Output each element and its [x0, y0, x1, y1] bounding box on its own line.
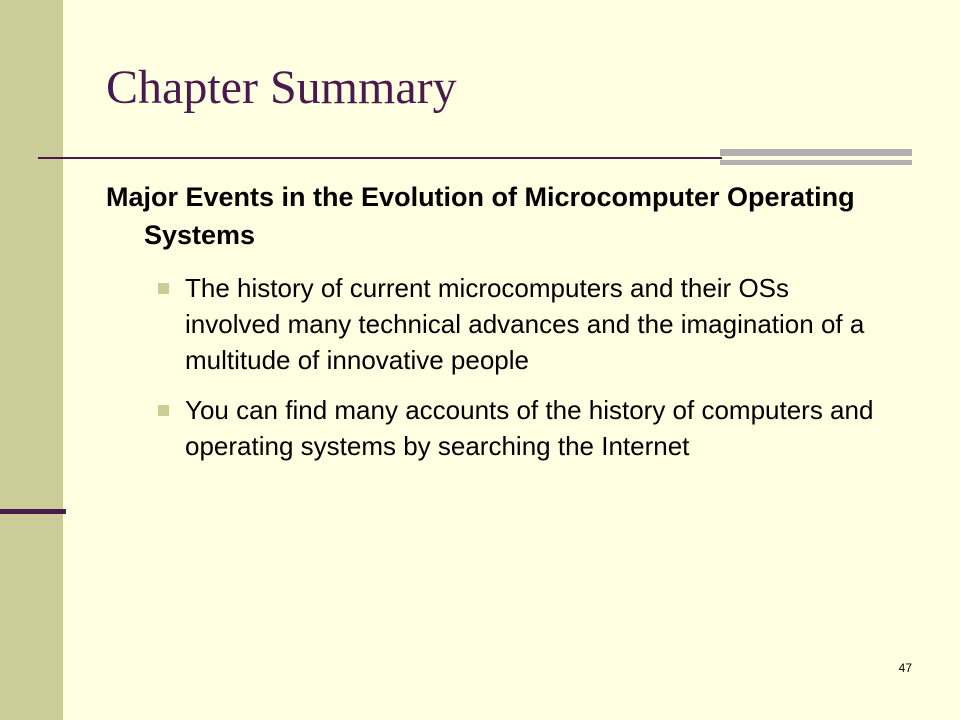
title-divider-accent-top: [720, 149, 912, 156]
bullet-item: [106, 270, 875, 378]
slide-content: [106, 178, 896, 478]
left-sidebar-bar: [0, 0, 63, 720]
square-bullet-icon: [158, 405, 169, 416]
slide-title: Chapter Summary: [106, 61, 457, 114]
left-accent-line: [0, 509, 66, 514]
title-divider-accent-bottom: [720, 160, 912, 165]
bullet-text: You can find many accounts of the history of computers and operating systems by searching the Internet: [185, 395, 874, 461]
page-number: 47: [898, 661, 912, 675]
section-heading: Major Events in the Evolution of Microcomputer Operating Systems: [106, 182, 855, 250]
bullet-text: The history of current microcomputers and their OSs involved many technical advances and the imagination of a multitude of innovative people: [185, 273, 865, 375]
bullet-list: [106, 270, 896, 464]
square-bullet-icon: [158, 283, 169, 294]
bullet-item: [106, 392, 875, 464]
title-divider-line: [38, 157, 722, 159]
